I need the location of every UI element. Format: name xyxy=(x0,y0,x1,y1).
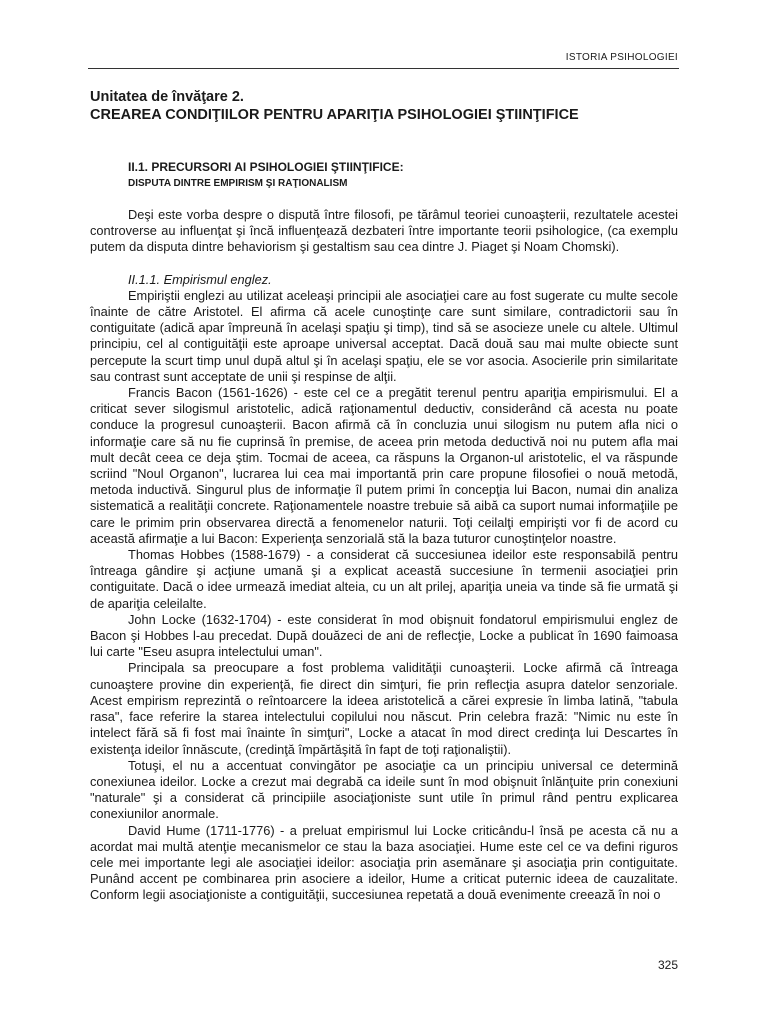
paragraph-hume: David Hume (1711-1776) - a preluat empirismul lui Locke criticându-l însă pe acesta că nu a acordat mai multă atenţie mecanismelor ce stau la baza asociaţiei. Hume este cel ce va defini riguros cele mei importante legi ale asociaţiei ideilor: asociaţia prin asemănare şi asociaţia prin contiguitate. Punând accent pe combinarea prin asociere a ideilor, Hume a criticat puternic ideea de cauzalitate. Conform legii asociaţioniste a contiguităţii, succesiunea repetată a două evenimente creează în noi o xyxy=(90,822,678,903)
body-text xyxy=(90,207,678,904)
unit-title: Unitatea de învăţare 2. xyxy=(90,89,244,105)
paragraph-bacon: Francis Bacon (1561-1626) - este cel ce a pregătit terenul pentru apariţia empirismului. El a criticat sever silogismul aristotelic, adică raţionamentul deductiv, considerând că acesta nu poate conduce la progresul cunoaşterii. Bacon afirmă că în concluzia unui silogism nu putem afla nici o informaţie care să nu fie cuprinsă în premise, de aceea prin metoda deductivă noi nu putem afla mai mult decât ceea ce deja ştim. Tocmai de aceea, ca răspuns la Organon-ul aristotelic, el va răspunde scriind "Noul Organon", lucrarea lui cea mai importantă prin care propune filosofiei o nouă metodă, metoda inductivă. Singurul plus de informaţie îl putem primi în concepţia lui Bacon, numai din analiza sistematică a realităţii concrete. Raţionamentele noastre trebuie să aibă ca suport numai informaţiile pe care le primim prin observarea directă a fenomenelor naturii. Toţi ceilalţi empirişti vor fi de acord cu această afirmaţie a lui Bacon: Experienţa senzorială stă la baza tuturor cunoştinţelor noastre. xyxy=(90,385,678,546)
subsection-heading: II.1.1. Empirismul englez. xyxy=(128,271,272,287)
paragraph-intro: Deşi este vorba despre o dispută între filosofi, pe tărâmul teoriei cunoaşterii, rezultatele acestei controverse au influenţat şi încă influenţează dezbateri între importante teorii psihologice, (ca exemplu putem da disputa dintre behaviorism şi gestaltism sau cea dintre J. Piaget şi Noam Chomski). xyxy=(90,207,678,255)
section-title: II.1. PRECURSORI AI PSIHOLOGIEI ŞTIINŢIFICE: xyxy=(128,160,404,174)
paragraph-locke: John Locke (1632-1704) - este considerat în mod obişnuit fondatorul empirismului englez de Bacon şi Hobbes l-au precedat. După douăzeci de ani de reflecţie, Locke a publicat în 1690 faimoasa lui carte "Eseu asupra intelectului uman". xyxy=(90,611,678,660)
paragraph-hobbes: Thomas Hobbes (1588-1679) - a considerat că succesiunea ideilor este responsabilă pentru întreaga gândire şi acţiune umană şi a explicat această succesiune în termenii asociaţiei prin contiguitate. Dacă o idee urmează imediat alteia, cu un alt prilej, apariţia uneia va tinde să fie urmată şi de apariţia celeilalte. xyxy=(90,547,678,611)
header-divider xyxy=(88,68,679,69)
unit-subtitle: CREAREA CONDIŢIILOR PENTRU APARIŢIA PSIHOLOGIEI ŞTIINŢIFICE xyxy=(90,107,579,123)
paragraph-locke-association: Totuşi, el nu a accentuat convingător pe asociaţie ca un principiu universal ce determină conexiunea ideilor. Locke a crezut mai degrabă ca ideile sunt în mod obişnuit înlănţuite prin conexiuni "naturale" şi a considerat că principiile asociaţioniste sunt utile în primul rând pentru explicarea conexiunilor anormale. xyxy=(90,757,678,822)
paragraph-locke-concern: Principala sa preocupare a fost problema validităţii cunoaşterii. Locke afirmă că întreaga cunoaştere provine din experienţă, fie direct din simţuri, fie prin reflecţia asupra datelor senzoriale. Acest empirism reprezintă o reîntoarcere la ideea aristotelică a cărei expresie în limba latină, "tabula rasa", face referire la starea intelectului copilului nou născut. Prin celebra frază: "Nimic nu este în intelect fără să fi fost mai înainte în simţuri", Locke a atacat în mod direct credinţa lui Descartes în existenţa ideilor înnăscute, (credinţă împărtăşită în fapt de toţi raţionaliştii). xyxy=(90,660,678,757)
paragraph-empiricism: Empiriştii englezi au utilizat aceleaşi principii ale asociaţiei care au fost sugerate cu multe secole înainte de către Aristotel. El afirma că acele cunoştinţe care sunt similare, contradictorii sau în contiguitate (adică apar împreună în acelaşi spaţiu şi timp), tind să se asocieze unele cu altele. Ultimul principiu, cel al contiguităţii este aproape universal acceptat. Dacă două sau mai multe obiecte sunt percepute la scurt timp unul după altul şi în acelaşi spaţiu, ele se vor asocia. Asocierile prin similaritate sau contrast sunt acceptate de unii şi respinse de alţii. xyxy=(90,287,678,384)
section-subtitle: DISPUTA DINTRE EMPIRISM ŞI RAŢIONALISM xyxy=(128,178,348,189)
running-header: ISTORIA PSIHOLOGIEI xyxy=(565,52,678,63)
page-number: 325 xyxy=(657,958,678,972)
